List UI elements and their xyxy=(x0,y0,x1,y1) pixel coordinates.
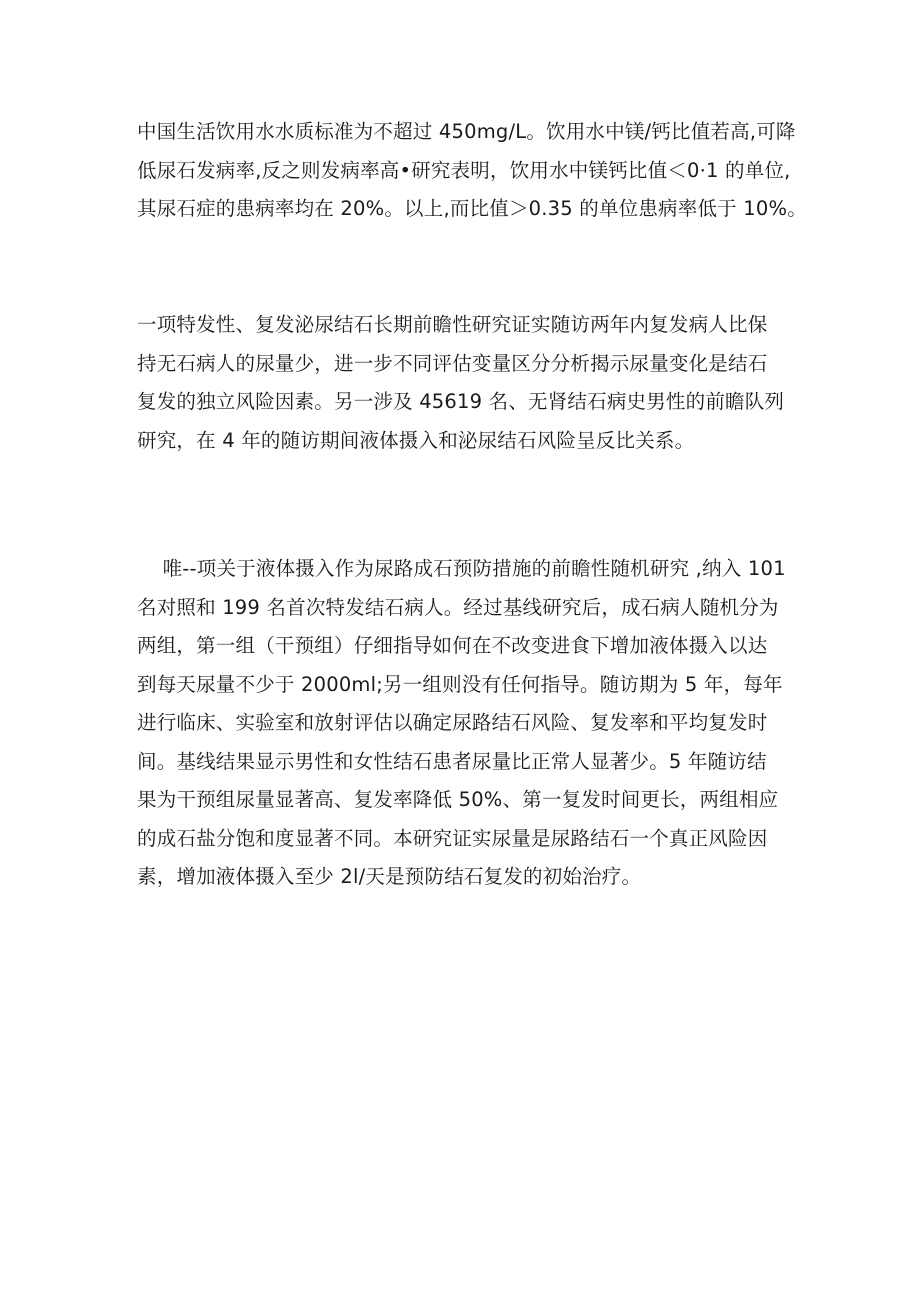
paragraph-1 xyxy=(137,113,807,229)
paragraph-line: 到每天尿量不少于 2000ml;另一组则没有任何指导。随访期为 5 年，每年 xyxy=(137,672,783,696)
paragraph-line: 间。基线结果显示男性和女性结石患者尿量比正常人显著少。5 年随访结 xyxy=(137,749,767,773)
paragraph-line: 的成石盐分饱和度显著不同。本研究证实尿量是尿路结石一个真正风险因 xyxy=(137,826,768,850)
paragraph-2 xyxy=(137,306,787,460)
paragraph-line: 素，增加液体摄入至少 2l/天是预防结石复发的初始治疗。 xyxy=(137,865,642,888)
paragraph-line: 两组，第一组（干预组）仔细指导如何在不改变进食下增加液体摄入以达 xyxy=(137,634,768,657)
paragraph-line: 一项特发性、复发泌尿结石长期前瞻性研究证实随访两年内复发病人比保 xyxy=(137,313,768,336)
paragraph-line: 研究，在 4 年的随访期间液体摄入和泌尿结石风险呈反比关系。 xyxy=(137,428,695,452)
paragraph-line: 低尿石发病率,反之则发病率高•研究表明，饮用水中镁钙比值＜0·1 的单位, xyxy=(137,158,791,182)
paragraph-line: 其尿石症的患病率均在 20%。以上,而比值＞0.35 的单位患病率低于 10%。 xyxy=(137,197,807,220)
paragraph-line: 唯--项关于液体摄入作为尿路成石预防措施的前瞻性随机研究 ,纳入 101 xyxy=(137,557,786,580)
paragraph-line: 果为干预组尿量显著高、复发率降低 50%、第一复发时间更长，两组相应 xyxy=(137,788,779,811)
paragraph-line: 持无石病人的尿量少，进一步不同评估变量区分分析揭示尿量变化是结石 xyxy=(137,351,768,375)
paragraph-line: 中国生活饮用水水质标准为不超过 450mg/L。饮用水中镁/钙比值若高,可降 xyxy=(137,120,796,143)
paragraph-line: 进行临床、实验室和放射评估以确定尿路结石风险、复发率和平均复发时 xyxy=(137,711,768,734)
paragraph-line: 名对照和 199 名首次特发结石病人。经过基线研究后，成石病人随机分为 xyxy=(137,595,779,619)
paragraph-3 xyxy=(137,550,787,897)
paragraph-line: 复发的独立风险因素。另一涉及 45619 名、无肾结石病史男性的前瞻队列 xyxy=(137,390,785,413)
